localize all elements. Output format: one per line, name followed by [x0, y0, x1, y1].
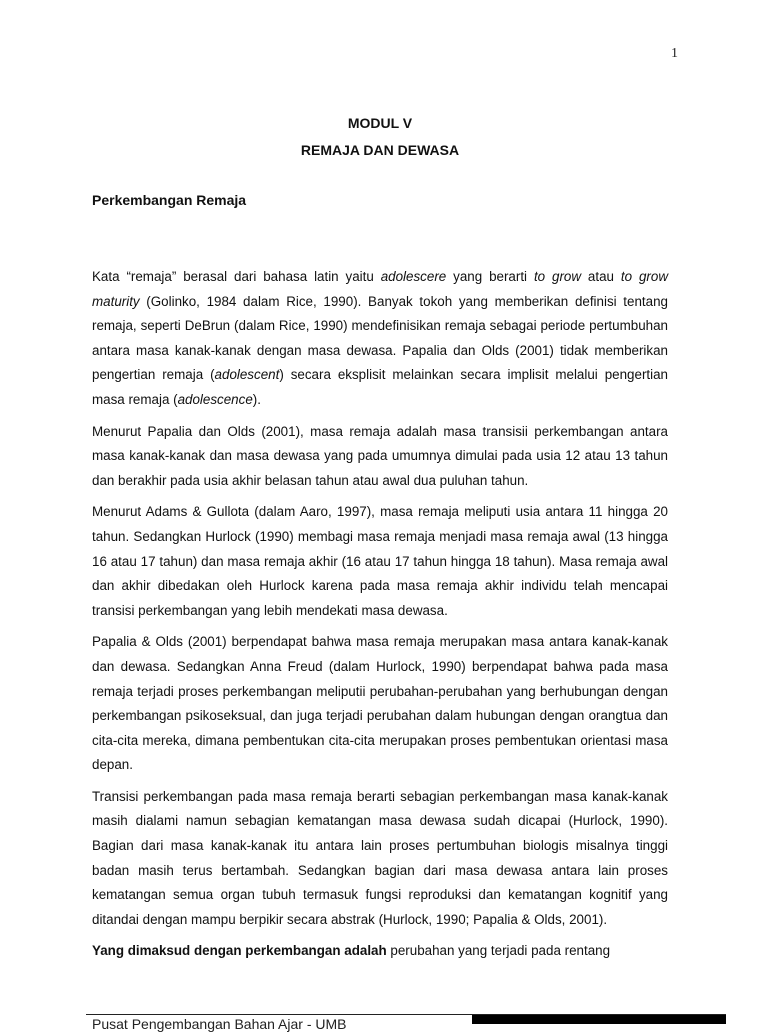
text-run: Menurut Papalia dan Olds (2001), masa remaja adalah masa transisii perkembangan antara masa kanak-kanak dan masa dewasa yang pada umumnya dimulai pada usia 12 atau 13 tahun dan berakhir pada usia akhir belasan tahun atau awal dua puluhan tahun.: [92, 423, 668, 488]
text-run: Transisi perkembangan pada masa remaja berarti sebagian perkembangan masa kanak-kanak masih dialami namun sebagian kematangan masa dewasa sudah dicapai (Hurlock, 1990). Bagian dari masa kanak-kanak itu antara lain proses pertumbuhan biologis misalnya tinggi badan masih terus bertambah. Sedangkan bagian dari masa dewasa antara lain proses kematangan semua organ tubuh termasuk fungsi reproduksi dan kematangan kognitif yang ditandai dengan mampu berpikir secara abstrak (Hurlock, 1990; Papalia & Olds, 2001).: [92, 788, 668, 927]
italic-term: to grow maturity: [92, 269, 668, 309]
module-number: MODUL V: [347, 115, 413, 131]
footer-bar: [472, 1015, 726, 1024]
module-subject: REMAJA DAN DEWASA: [300, 142, 460, 158]
section-heading: Perkembangan Remaja: [92, 192, 247, 208]
text-run: Kata “remaja” berasal dari bahasa latin yaitu: [92, 269, 381, 284]
bold-text: Yang dimaksud dengan perkembangan adalah: [92, 943, 387, 959]
text-run: Papalia & Olds (2001) berpendapat bahwa masa remaja merupakan masa antara kanak-kanak dan dewasa. Sedangkan Anna Freud (dalam Hurlock, 1990) berpendapat bahwa pada masa remaja terjadi proses perkembangan meliputii perubahan-perubahan yang berhubungan dengan perkembangan psikoseksual, dan juga terjadi perubahan dalam hubungan dengan orangtua dan cita-cita mereka, dimana pembentukan cita-cita merupakan proses pembentukan orientasi masa depan.: [92, 634, 668, 773]
italic-term: adolescent: [214, 367, 280, 383]
module-title: [92, 110, 668, 164]
text-run: ).: [252, 391, 261, 407]
text-run: atau: [581, 269, 621, 284]
text-run: perubahan yang terjadi pada rentang: [386, 943, 611, 959]
text-run: Menurut Adams & Gullota (dalam Aaro, 1997), masa remaja meliputi usia antara 11 hingga 20 tahun. Sedangkan Hurlock (1990) membagi masa remaja menjadi masa remaja awal (13 hingga 16 atau 17 tahun) dan masa remaja akhir (16 atau 17 tahun hingga 18 tahun). Masa remaja awal dan akhir dibedakan oleh Hurlock karena pada masa remaja akhir individu telah mencapai transisi perkembangan yang lebih mendekati masa dewasa.: [92, 504, 668, 618]
body-text: [92, 265, 668, 964]
body-paragraph: [92, 265, 668, 413]
body-paragraph: [92, 785, 668, 933]
footer-institution: Pusat Pengembangan Bahan Ajar - UMB: [92, 1016, 347, 1032]
page-number: 1: [671, 46, 678, 61]
body-paragraph: [92, 939, 668, 964]
text-run: yang berarti: [446, 269, 534, 284]
body-paragraph: [92, 630, 668, 778]
italic-term: adolescere: [380, 269, 447, 284]
body-paragraph: [92, 420, 668, 494]
italic-term: adolescence: [177, 391, 253, 407]
text-run: (Golinko, 1984 dalam Rice, 1990). Banyak tokoh yang memberikan definisi tentang remaja, seperti DeBrun (dalam Rice, 1990) mendefinisikan remaja sebagai periode pertumbuhan antara masa kanak-kanak dengan masa dewasa. Papalia dan Olds (2001) tidak memberikan pengertian remaja (: [92, 293, 668, 383]
italic-term: to grow: [533, 269, 582, 284]
body-paragraph: [92, 500, 668, 623]
text-run: ) secara eksplisit melainkan secara implisit melalui pengertian masa remaja (: [92, 367, 668, 407]
